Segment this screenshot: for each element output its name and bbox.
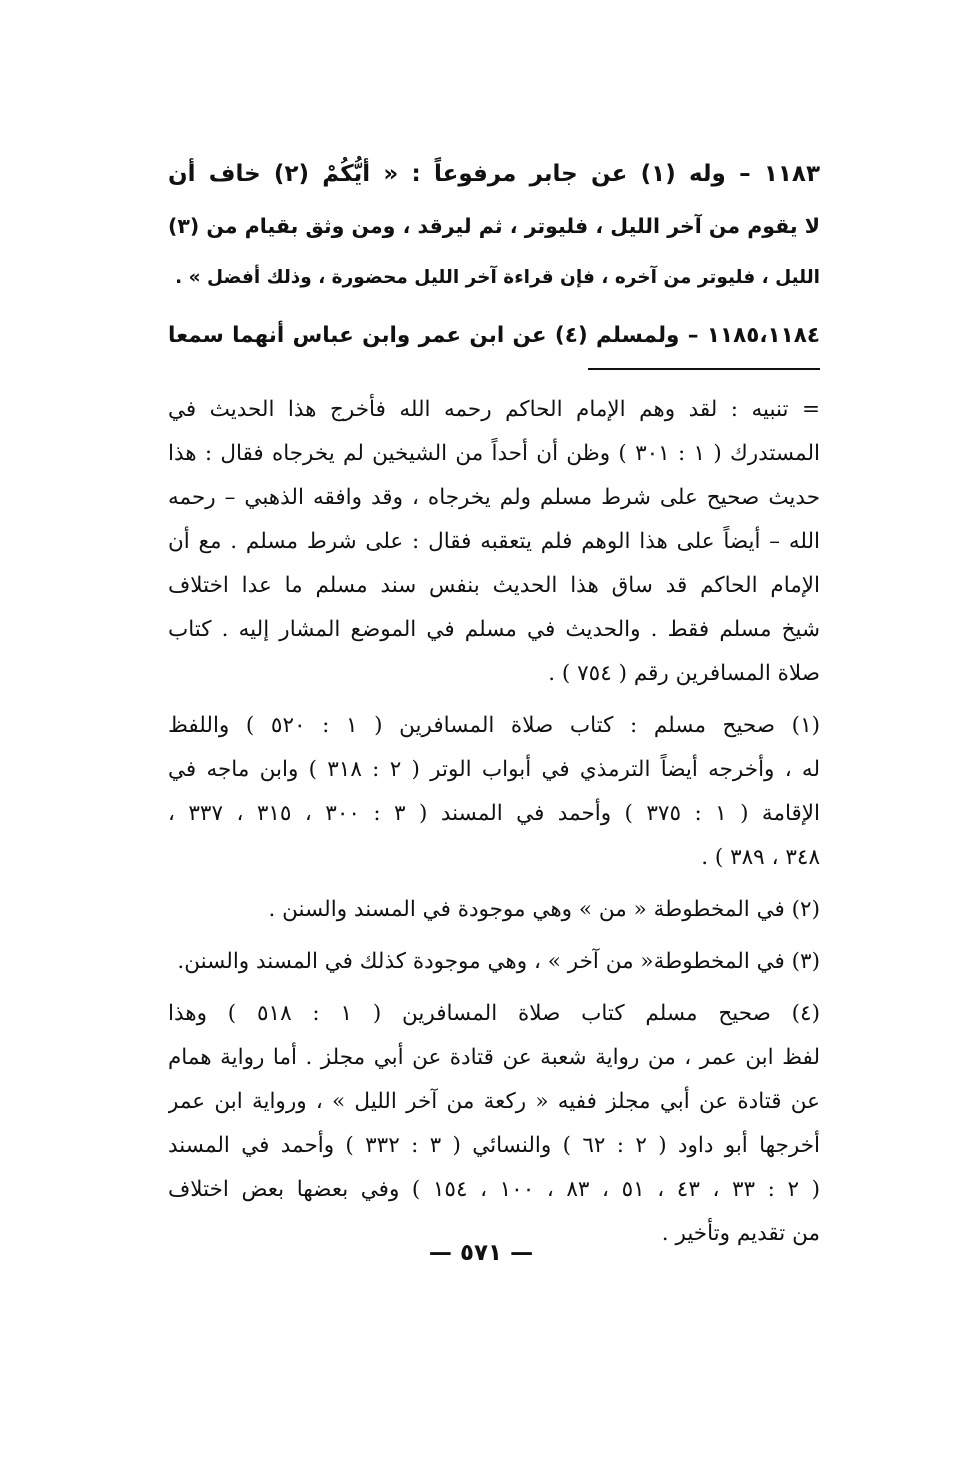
page-body	[168, 148, 820, 1264]
footnote-line: الإقامة ( ١ : ٣٧٥ ) وأحمد في المسند ( ٣ : ٣٠٠ ، ٣١٥ ، ٣٣٧ ،	[168, 801, 820, 826]
footnote-line: (١) صحيح مسلم : كتاب صلاة المسافرين ( ١ : ٥٢٠ ) واللفظ	[168, 713, 820, 738]
footnote-line: ( ٢ : ٣٣ ، ٤٣ ، ٥١ ، ٨٣ ، ١٠٠ ، ١٥٤ ) وفي بعضها بعض اختلاف	[168, 1177, 820, 1202]
footnote-line: الإمام الحاكم قد ساق هذا الحديث بنفس سند مسلم ما عدا اختلاف	[168, 573, 820, 598]
footnote-line: عن قتادة عن أبي مجلز ففيه « ركعة من آخر الليل » ، ورواية ابن عمر	[168, 1089, 820, 1114]
page-number: — ٥٧١ —	[428, 1240, 534, 1266]
footnote-4	[168, 992, 820, 1256]
footnote-line: = تنبيه : لقد وهم الإمام الحاكم رحمه الله فأخرج هذا الحديث في	[168, 397, 820, 422]
footnote-line: أخرجها أبو داود ( ٢ : ٦٢ ) والنسائي ( ٣ : ٣٣٢ ) وأحمد في المسند	[168, 1133, 820, 1158]
footnote-line: (٣) في المخطوطة« من آخر » ، وهي موجودة كذلك في المسند والسنن.	[177, 949, 820, 974]
footnote-line: حديث صحيح على شرط مسلم ولم يخرجاه ، وقد وافقه الذهبي – رحمه	[168, 485, 820, 510]
footnote-line: له ، وأخرجه أيضاً الترمذي في أبواب الوتر ( ٢ : ٣١٨ ) وابن ماجه في	[168, 757, 820, 782]
hadith-1183	[168, 148, 820, 304]
main-text-line: ١١٨٥،١١٨٤ – ولمسلم (٤) عن ابن عمر وابن عباس أنهما سمعا	[168, 323, 820, 348]
footnote-line: لفظ ابن عمر ، من رواية شعبة عن قتادة عن أبي مجلز . أما رواية همام	[168, 1045, 820, 1070]
footnote-line: من تقديم وتأخير .	[661, 1221, 820, 1246]
footnote-line: شيخ مسلم فقط . والحديث في مسلم في الموضع المشار إليه . كتاب	[168, 617, 820, 642]
footnote-3	[168, 940, 820, 984]
main-text-line: لا يقوم من آخر الليل ، فليوتر ، ثم ليرقد ، ومن وثق بقيام من (٣)	[168, 214, 820, 238]
main-text-line: الليل ، فليوتر من آخره ، فإن قراءة آخر الليل محضورة ، وذلك أفضل » .	[175, 267, 820, 288]
hadith-1184-1185	[168, 310, 820, 362]
footnote-line: الله – أيضاً على هذا الوهم فلم يتعقبه فقال : على شرط مسلم . مع أن	[168, 529, 820, 554]
footnote-line: صلاة المسافرين رقم ( ٧٥٤ ) .	[548, 661, 820, 686]
footnote-2	[168, 888, 820, 932]
footnote-continuation	[168, 388, 820, 696]
footnote-line: (٤) صحيح مسلم كتاب صلاة المسافرين ( ١ : ٥١٨ ) وهذا	[168, 1001, 820, 1026]
footnote-line: ٣٤٨ ، ٣٨٩ ) .	[701, 845, 820, 870]
main-text-line: ١١٨٣ – وله (١) عن جابر مرفوعاً : « أيُّكُمْ (٢) خاف أن	[168, 161, 820, 187]
footnote-1	[168, 704, 820, 880]
footnote-line: (٢) في المخطوطة « من » وهي موجودة في المسند والسنن .	[268, 897, 820, 922]
footnote-separator	[588, 368, 820, 370]
footnote-line: المستدرك ( ١ : ٣٠١ ) وظن أن أحداً من الشيخين لم يخرجاه فقال : هذا	[168, 441, 820, 466]
